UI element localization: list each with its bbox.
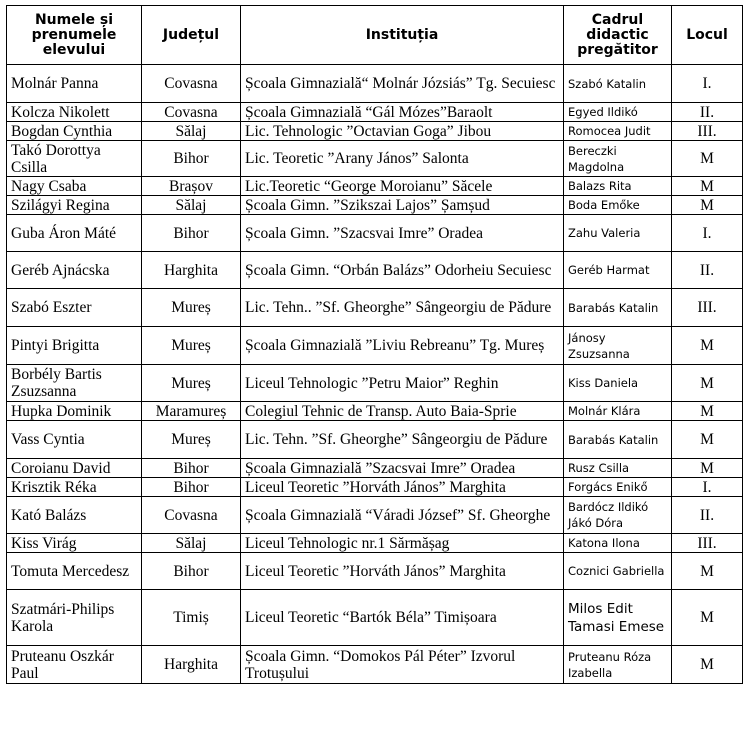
county-cell: Brașov [142,177,241,196]
table-row [7,122,743,141]
student-name-cell: Krisztik Réka [7,478,142,497]
place-cell: III. [672,289,743,327]
institution-cell: Școala Gimn. “Orbán Balázs” Odorheiu Secuiesc [241,252,564,289]
teacher-cell: Balazs Rita [564,177,672,196]
teacher-cell: Forgács Enikő [564,478,672,497]
student-name-cell: Kató Balázs [7,497,142,534]
student-name-cell: Pruteanu Oszkár Paul [7,646,142,684]
table-row [7,215,743,252]
student-name-cell: Bogdan Cynthia [7,122,142,141]
table-row [7,421,743,459]
student-name-cell: Vass Cyntia [7,421,142,459]
county-cell: Harghita [142,646,241,684]
student-name-cell: Borbély Bartis Zsuzsanna [7,365,142,402]
institution-cell: Lic. Teoretic ”Arany János” Salonta [241,141,564,177]
teacher-cell: Romocea Judit [564,122,672,141]
table-row [7,103,743,122]
student-name-cell: Nagy Csaba [7,177,142,196]
institution-cell: Liceul Teoretic “Bartók Béla” Timișoara [241,590,564,646]
student-name-cell: Hupka Dominik [7,402,142,421]
county-cell: Bihor [142,215,241,252]
teacher-cell: Milos Edit Tamasi Emese [564,590,672,646]
county-cell: Sălaj [142,196,241,215]
results-table [6,5,743,684]
teacher-cell: Kiss Daniela [564,365,672,402]
teacher-cell: Egyed Ildikó [564,103,672,122]
institution-cell: Școala Gimnazială“ Molnár Józsiás” Tg. Secuiesc [241,65,564,103]
place-cell: M [672,459,743,478]
teacher-cell: Barabás Katalin [564,421,672,459]
county-cell: Bihor [142,553,241,590]
county-cell: Maramureș [142,402,241,421]
place-cell: M [672,402,743,421]
place-cell: M [672,196,743,215]
place-cell: M [672,646,743,684]
table-row [7,289,743,327]
teacher-cell: Molnár Klára [564,402,672,421]
student-name-cell: Pintyi Brigitta [7,327,142,365]
institution-cell: Lic. Tehnologic ”Octavian Goga” Jibou [241,122,564,141]
student-name-cell: Szatmári-Philips Karola [7,590,142,646]
place-cell: I. [672,478,743,497]
place-cell: M [672,365,743,402]
place-cell: M [672,177,743,196]
student-name-cell: Guba Áron Máté [7,215,142,252]
county-cell: Covasna [142,103,241,122]
place-cell: II. [672,497,743,534]
county-cell: Covasna [142,65,241,103]
table-row [7,497,743,534]
teacher-cell: Zahu Valeria [564,215,672,252]
institution-cell: Colegiul Tehnic de Transp. Auto Baia-Sprie [241,402,564,421]
table-row [7,534,743,553]
institution-cell: Școala Gimnazială ”Liviu Rebreanu” Tg. Mureș [241,327,564,365]
place-cell: II. [672,103,743,122]
institution-cell: Lic. Tehn.. ”Sf. Gheorghe” Sângeorgiu de Pădure [241,289,564,327]
student-name-cell: Szilágyi Regina [7,196,142,215]
county-cell: Bihor [142,478,241,497]
county-cell: Covasna [142,497,241,534]
teacher-cell: Bereczki Magdolna [564,141,672,177]
place-cell: III. [672,534,743,553]
institution-cell: Școala Gimn. ”Szacsvai Imre” Oradea [241,215,564,252]
county-cell: Sălaj [142,122,241,141]
header-place: Locul [672,6,743,65]
place-cell: I. [672,215,743,252]
institution-cell: Liceul Teoretic ”Horváth János” Marghita [241,553,564,590]
header-row [7,6,743,65]
table-row [7,65,743,103]
place-cell: M [672,421,743,459]
student-name-cell: Szabó Eszter [7,289,142,327]
table-row [7,402,743,421]
place-cell: M [672,590,743,646]
table-row [7,252,743,289]
institution-cell: Liceul Tehnologic nr.1 Sărmășag [241,534,564,553]
teacher-cell: Barabás Katalin [564,289,672,327]
student-name-cell: Kolcza Nikolett [7,103,142,122]
teacher-cell: Geréb Harmat [564,252,672,289]
institution-cell: Lic.Teoretic “George Moroianu” Săcele [241,177,564,196]
teacher-cell: Rusz Csilla [564,459,672,478]
table-row [7,590,743,646]
teacher-cell: Jánosy Zsuzsanna [564,327,672,365]
header-teacher: Cadrul didactic pregătitor [564,6,672,65]
teacher-cell: Katona Ilona [564,534,672,553]
place-cell: M [672,553,743,590]
header-name: Numele și prenumele elevului [7,6,142,65]
place-cell: II. [672,252,743,289]
teacher-cell: Pruteanu Róza Izabella [564,646,672,684]
county-cell: Mureș [142,421,241,459]
county-cell: Harghita [142,252,241,289]
place-cell: M [672,141,743,177]
header-institution: Instituția [241,6,564,65]
teacher-cell: Szabó Katalin [564,65,672,103]
table-row [7,646,743,684]
place-cell: M [672,327,743,365]
table-row [7,177,743,196]
table-row [7,553,743,590]
county-cell: Timiș [142,590,241,646]
table-row [7,459,743,478]
student-name-cell: Coroianu David [7,459,142,478]
county-cell: Mureș [142,289,241,327]
institution-cell: Lic. Tehn. ”Sf. Gheorghe” Sângeorgiu de Pădure [241,421,564,459]
institution-cell: Școala Gimn. “Domokos Pál Péter” Izvorul Trotușului [241,646,564,684]
institution-cell: Școala Gimnazială “Váradi József” Sf. Gheorghe [241,497,564,534]
county-cell: Mureș [142,327,241,365]
institution-cell: Liceul Teoretic ”Horváth János” Marghita [241,478,564,497]
table-row [7,478,743,497]
institution-cell: Școala Gimn. ”Szikszai Lajos” Șamșud [241,196,564,215]
student-name-cell: Geréb Ajnácska [7,252,142,289]
table-row [7,141,743,177]
county-cell: Mureș [142,365,241,402]
table-row [7,327,743,365]
county-cell: Bihor [142,141,241,177]
student-name-cell: Kiss Virág [7,534,142,553]
institution-cell: Școala Gimnazială “Gál Mózes”Baraolt [241,103,564,122]
student-name-cell: Molnár Panna [7,65,142,103]
institution-cell: Școala Gimnazială ”Szacsvai Imre” Oradea [241,459,564,478]
county-cell: Bihor [142,459,241,478]
teacher-cell: Coznici Gabriella [564,553,672,590]
teacher-cell: Bardócz Ildikó Jákó Dóra [564,497,672,534]
place-cell: I. [672,65,743,103]
place-cell: III. [672,122,743,141]
county-cell: Sălaj [142,534,241,553]
header-county: Județul [142,6,241,65]
student-name-cell: Tomuta Mercedesz [7,553,142,590]
table-row [7,196,743,215]
teacher-cell: Boda Emőke [564,196,672,215]
table-row [7,365,743,402]
student-name-cell: Takó Dorottya Csilla [7,141,142,177]
institution-cell: Liceul Tehnologic ”Petru Maior” Reghin [241,365,564,402]
